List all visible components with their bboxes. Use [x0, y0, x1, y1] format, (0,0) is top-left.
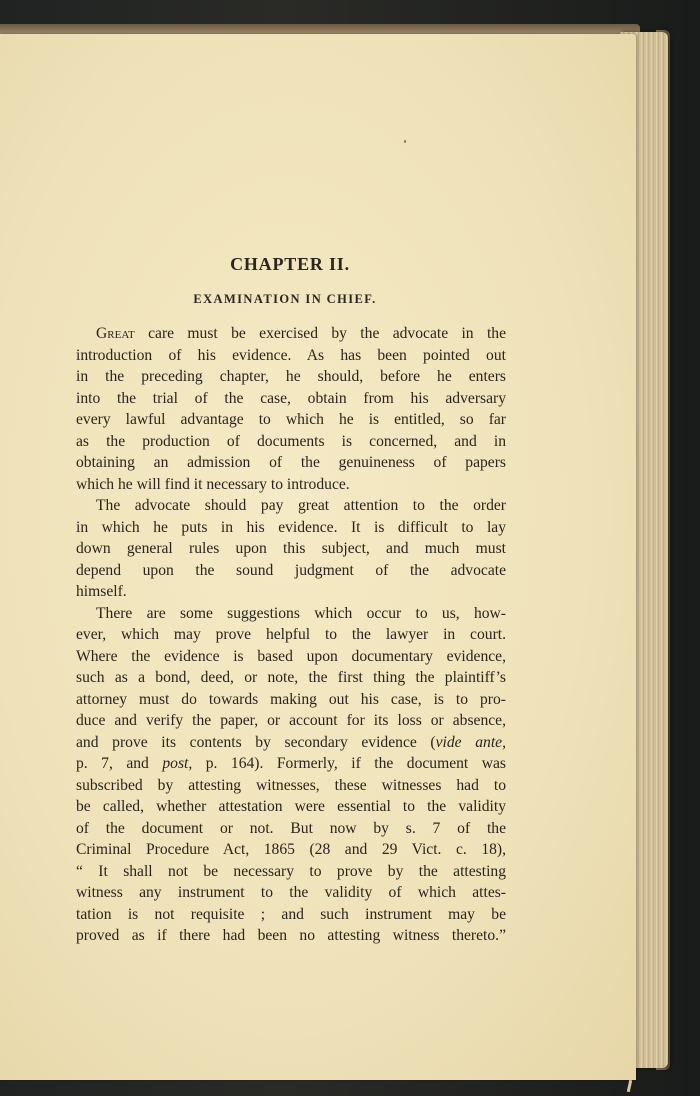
text-line: tation is not requisite ; and such instrument may be — [76, 905, 506, 923]
text-line: The advocate should pay great attention to the order — [96, 497, 506, 514]
text-line: be called, whether attestation were essential to the validity — [76, 798, 506, 815]
text-line: Great care must be exercised by the advocate in the — [96, 325, 506, 342]
italic-reference: vide ante, — [435, 733, 506, 751]
paper-speck — [404, 140, 406, 143]
text-line: There are some suggestions which occur to us, how- — [96, 604, 506, 622]
body-text — [76, 323, 506, 947]
text-line: ever, which may prove helpful to the lawyer in court. — [76, 626, 506, 643]
text-line: in the preceding chapter, he should, before he enters — [76, 368, 506, 385]
text-line: “ It shall not be necessary to prove by the attesting — [76, 862, 506, 880]
text-line: in which he puts in his evidence. It is difficult to lay — [76, 518, 506, 536]
text-line: attorney must do towards making out his case, is to pro- — [76, 690, 506, 708]
text-line: obtaining an admission of the genuineness of papers — [76, 454, 506, 471]
chapter-title: CHAPTER II. — [230, 254, 350, 274]
text-line: every lawful advantage to which he is entitled, so far — [76, 411, 506, 428]
text-line: which he will find it necessary to introduce. — [76, 475, 350, 493]
text-line: depend upon the sound judgment of the advocate — [76, 561, 506, 579]
book-page — [0, 34, 636, 1080]
text-line: down general rules upon this subject, and much must — [76, 540, 506, 557]
text-line: into the trial of the case, obtain from his adversary — [76, 389, 506, 407]
text-line: p. 7, and post, p. 164). Formerly, if the document was — [76, 755, 506, 772]
text-line: proved as if there had been no attesting witness thereto.” — [76, 927, 506, 944]
text-line: introduction of his evidence. As has been pointed out — [76, 346, 506, 364]
section-title: EXAMINATION IN CHIEF. — [193, 292, 377, 306]
text-line: duce and verify the paper, or account for its loss or absence, — [76, 712, 506, 729]
text-line: witness any instrument to the validity of which attes- — [76, 884, 506, 901]
text-line: subscribed by attesting witnesses, these witnesses had to — [76, 776, 506, 794]
text-line: and prove its contents by secondary evidence (vide ante, — [76, 733, 506, 751]
text-line: such as a bond, deed, or note, the first thing the plaintiff’s — [76, 669, 506, 686]
opening-word: Great — [96, 325, 135, 342]
text-line: Criminal Procedure Act, 1865 (28 and 29 Vict. c. 18), — [76, 841, 506, 858]
text-line: himself. — [76, 583, 127, 600]
text-line: as the production of documents is concerned, and in — [76, 432, 506, 450]
italic-reference: post, — [162, 755, 193, 772]
text-line: Where the evidence is based upon documentary evidence, — [76, 647, 506, 665]
text-line: of the document or not. But now by s. 7 of the — [76, 819, 506, 837]
